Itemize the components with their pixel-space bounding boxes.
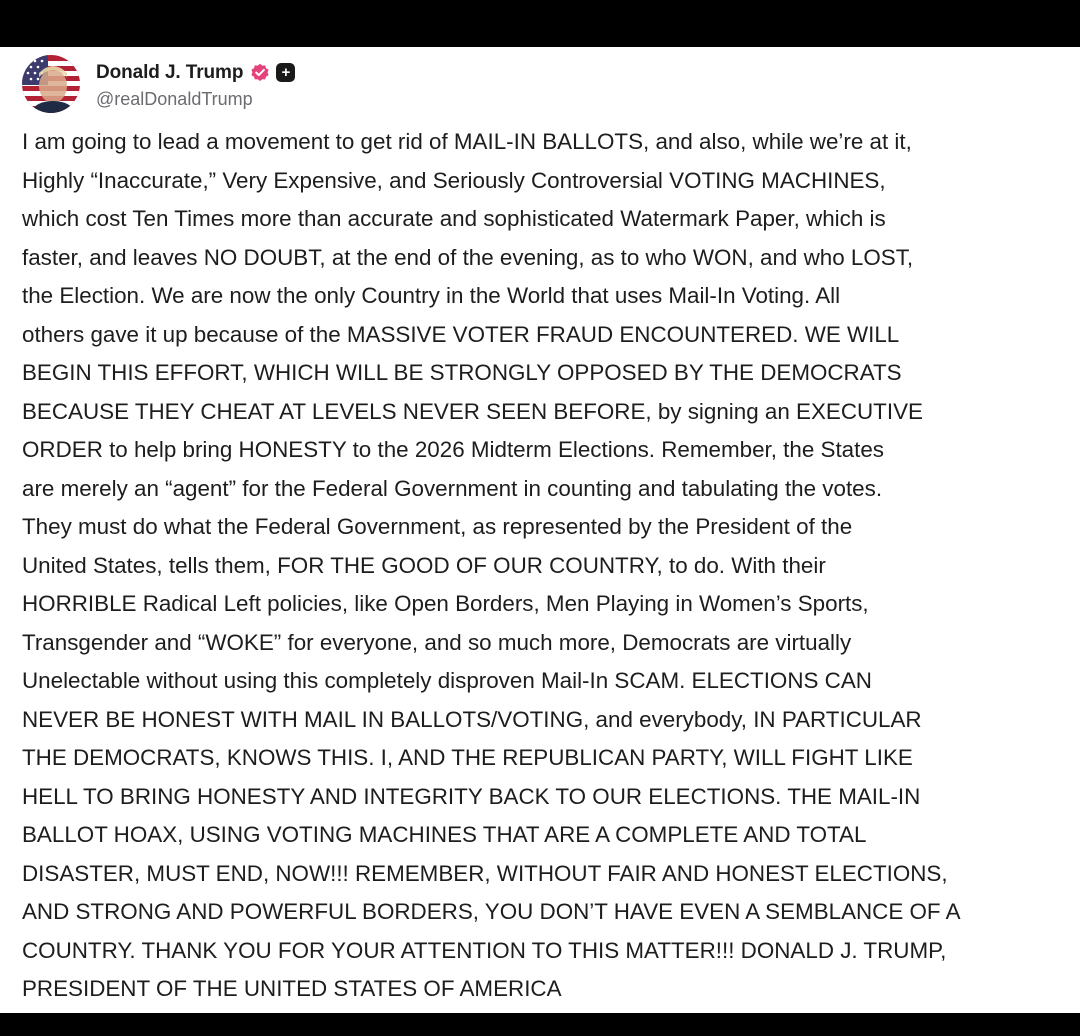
flag-portrait-avatar-icon <box>22 55 80 113</box>
avatar[interactable] <box>22 55 80 113</box>
top-black-bar <box>0 0 1080 47</box>
name-row <box>96 59 295 87</box>
author-handle[interactable]: @realDonaldTrump <box>96 88 253 109</box>
post-body-text: I am going to lead a movement to get rid of MAIL-IN BALLOTS, and also, while we’re at it, Highly “Inaccurate,” Very Expensive, and Seriously Controversial VOTING MACHINES, which cost Ten Times more than accurate and sophisticated Watermark Paper, which is faster, and leaves NO DOUBT, at the end of the evening, as to who WON, and who LOST, the Election. We are now the only Country in the World that uses Mail-In Voting. All others gave it up because of the MASSIVE VOTER FRAUD ENCOUNTERED. WE WILL BEGIN THIS EFFORT, WHICH WILL BE STRONGLY OPPOSED BY THE DEMOCRATS BECAUSE THEY CHEAT AT LEVELS NEVER SEEN BEFORE, by signing an EXECUTIVE ORDER to help bring HONESTY to the 2026 Midterm Elections. Remember, the States are merely an “agent” for the Federal Government in counting and tabulating the votes. They must do what the Federal Government, as represented by the President of the United States, tells them, FOR THE GOOD OF OUR COUNTRY, to do. With their HORRIBLE Radical Left policies, like Open Borders, Men Playing in Women’s Sports, Transgender and “WOKE” for everyone, and so much more, Democrats are virtually Unelectable without using this completely disproven Mail-In SCAM. ELECTIONS CAN NEVER BE HONEST WITH MAIL IN BALLOTS/VOTING, and everybody, IN PARTICULAR THE DEMOCRATS, KNOWS THIS. I, AND THE REPUBLICAN PARTY, WILL FIGHT LIKE HELL TO BRING HONESTY AND INTEGRITY BACK TO OUR ELECTIONS. THE MAIL-IN BALLOT HOAX, USING VOTING MACHINES THAT ARE A COMPLETE AND TOTAL DISASTER, MUST END, NOW!!! REMEMBER, WITHOUT FAIR AND HONEST ELECTIONS, AND STRONG AND POWERFUL BORDERS, YOU DON’T HAVE EVEN A SEMBLANCE OF A COUNTRY. THANK YOU FOR YOUR ATTENTION TO THIS MATTER!!! DONALD J. TRUMP, PRESIDENT OF THE UNITED STATES OF AMERICA <box>22 129 961 1001</box>
post-header <box>22 55 295 113</box>
bottom-black-bar <box>0 1013 1080 1036</box>
plus-badge-icon: + <box>276 63 295 82</box>
verified-badge-icon <box>250 63 270 83</box>
post-card <box>0 47 1080 1013</box>
author-display-name[interactable]: Donald J. Trump <box>96 61 244 83</box>
author-names <box>96 59 295 110</box>
